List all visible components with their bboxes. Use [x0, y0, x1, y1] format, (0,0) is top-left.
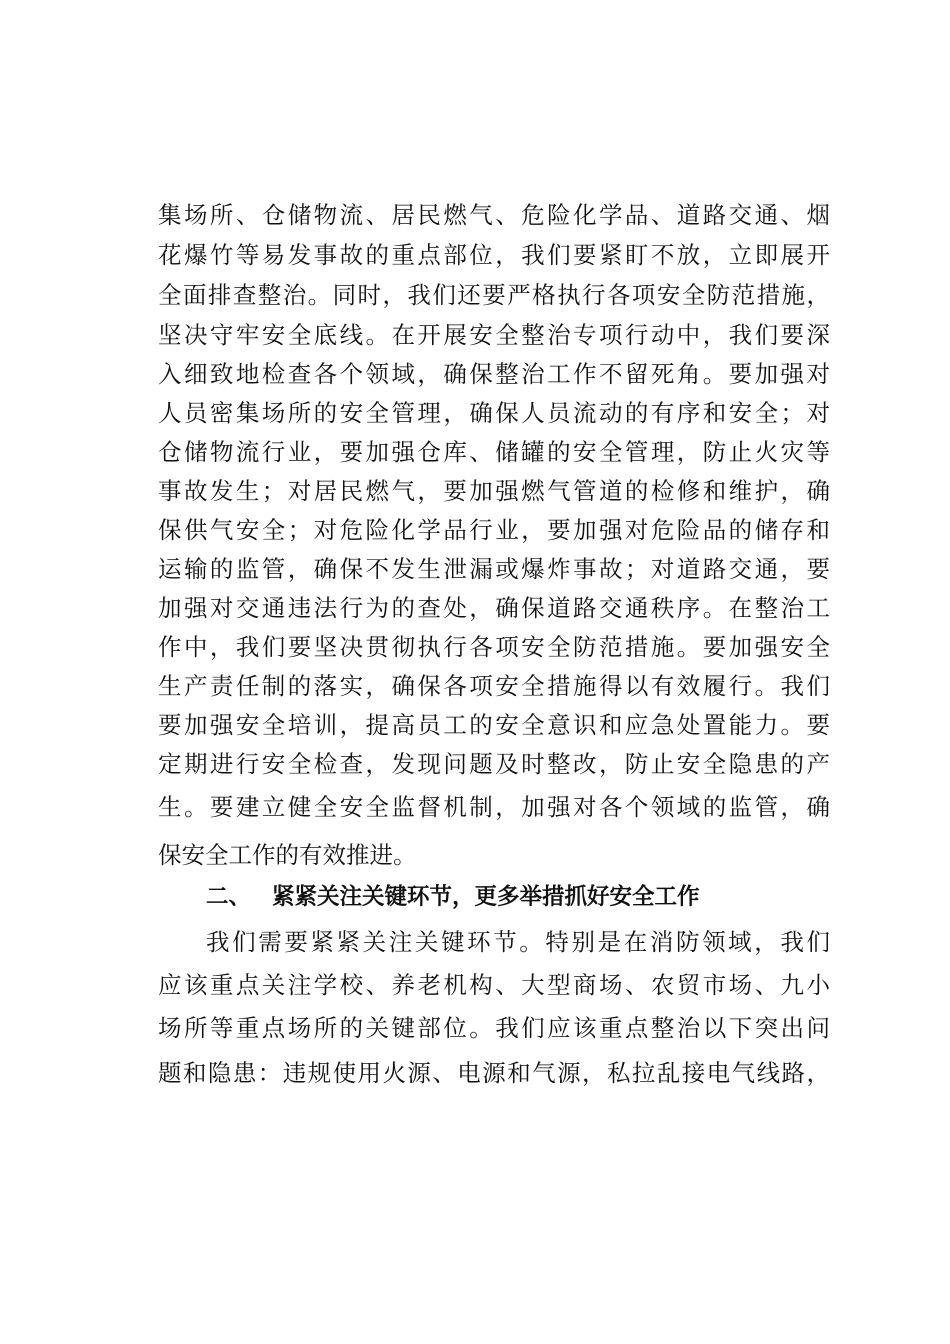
- text-line: 事故发生；对居民燃气，要加强燃气管道的检修和维护，确: [158, 477, 830, 505]
- text-line: 坚决守牢安全底线。在开展安全整治专项行动中，我们要深: [158, 321, 830, 349]
- section-heading: [206, 882, 806, 912]
- text-line: 加强对交通违法行为的查处，确保道路交通秩序。在整治工: [158, 594, 830, 622]
- text-line: 要加强安全培训，提高员工的安全意识和应急处置能力。要: [158, 711, 830, 739]
- text-line: 定期进行安全检查，发现问题及时整改，防止安全隐患的产: [158, 750, 830, 778]
- text-line: 场所等重点场所的关键部位。我们应该重点整治以下突出问: [158, 1014, 830, 1042]
- text-line: 仓储物流行业，要加强仓库、储罐的安全管理，防止火灾等: [158, 438, 830, 466]
- section-number: 二、: [206, 884, 252, 910]
- text-line: 全面排查整治。同时，我们还要严格执行各项安全防范措施，: [158, 281, 830, 309]
- text-line: 人员密集场所的安全管理，确保人员流动的有序和安全；对: [158, 399, 830, 427]
- section-title: 紧紧关注关键环节，更多举措抓好安全工作: [272, 884, 700, 910]
- text-line: 生。要建立健全安全监督机制，加强对各个领域的监管，确: [158, 793, 830, 821]
- text-line: 运输的监管，确保不发生泄漏或爆炸事故；对道路交通，要: [158, 555, 830, 583]
- text-line: 作中，我们要坚决贯彻执行各项安全防范措施。要加强安全: [158, 633, 830, 661]
- text-line: 保供气安全；对危险化学品行业，要加强对危险品的储存和: [158, 516, 830, 544]
- text-line: 花爆竹等易发事故的重点部位，我们要紧盯不放，立即展开: [158, 241, 830, 269]
- text-line: 集场所、仓储物流、居民燃气、危险化学品、道路交通、烟: [158, 201, 830, 229]
- text-line: 我们需要紧紧关注关键环节。特别是在消防领域，我们: [206, 928, 830, 956]
- text-line: 题和隐患：违规使用火源、电源和气源，私拉乱接电气线路，: [158, 1059, 830, 1087]
- text-line: 保安全工作的有效推进。: [158, 841, 417, 869]
- text-line: 入细致地检查各个领域，确保整治工作不留死角。要加强对: [158, 360, 830, 388]
- text-line: 生产责任制的落实，确保各项安全措施得以有效履行。我们: [158, 672, 830, 700]
- text-line: 应该重点关注学校、养老机构、大型商场、农贸市场、九小: [158, 971, 830, 999]
